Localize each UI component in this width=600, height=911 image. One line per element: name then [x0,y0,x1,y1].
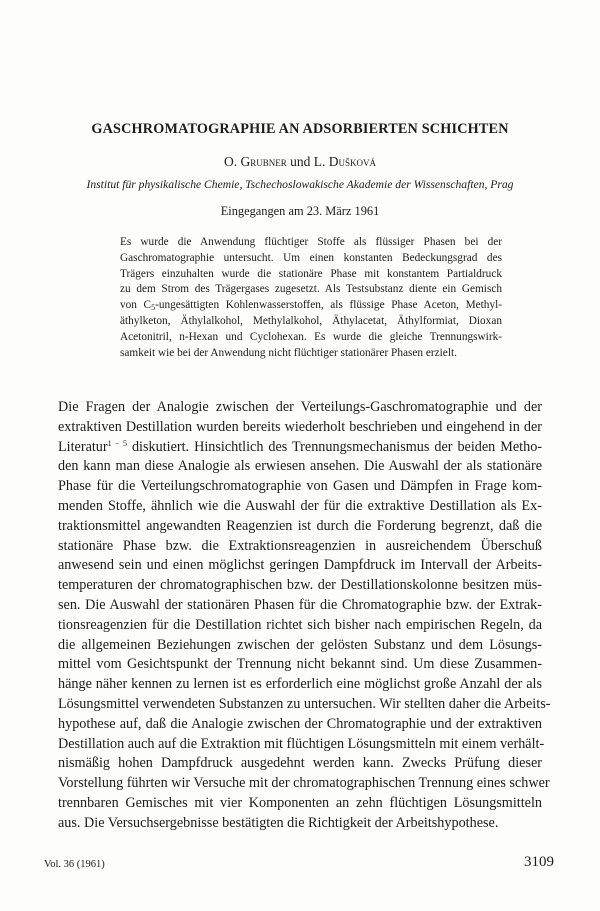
abstract-line-prefix: von C [120,299,152,312]
article-title: GASCHROMATOGRAPHIE AN ADSORBIERTEN SCHICHTEN [91,121,509,137]
body-line: Lösungsmittel verwendeten Substanzen zu untersuchen. Wir stellten daher die Arbeits- [58,695,551,712]
received-date: Eingegangen am 23. März 1961 [220,204,380,218]
abstract-line: äthylketon, Äthylalkohol, Methylalkohol, Äthylacetat, Äthylformiat, Dioxan [120,314,502,327]
abstract-line [120,298,502,314]
body-line-prefix: Literatur [58,438,108,455]
body-line: tionsreagenzien für die Destillation richtet sich bisher nach empirischen Regeln, da [58,616,542,633]
author-1: O. Grubner [223,154,287,169]
body-line: Vorstellung führten wir Versuche mit der chromatographischen Trennung eines schwer [58,775,550,792]
abstract-line: zu dem Strom des Trägergases zugesetzt. Als Testsubstanz diente ein Gemisch [120,283,502,296]
body-line: nismäßig hohen Dampfdruck ausgedehnt werden kann. Zwecks Prüfung dieser [58,755,542,772]
body-line: menden Stoffe, ähnlich wie die Auswahl der für die extraktive Destillation als Ex- [58,497,542,514]
abstract-line-rest: -ungesättigten Kohlenwasserstoffen, als flüssige Phase Aceton, Methyl- [155,299,502,312]
reference-citation[interactable]: 1 − 5 [107,438,127,448]
abstract-line: Gaschromatographie untersucht. Um einen konstanten Bedeckungsgrad des [120,251,502,264]
abstract [120,235,502,361]
body-line: traktionsmittel angewandten Reagenzien ist durch die Forderung begrenzt, daß die [58,517,542,534]
body-text [58,398,551,834]
body-line: anwesend sein und einen möglichst geringen Dampfdruck im Intervall der Arbeits- [58,557,542,574]
page-number: 3109 [524,854,554,870]
body-line: Die Fragen der Analogie zwischen der Verteilungs-Gaschromatographie und der [58,399,542,415]
body-line: extraktiven Destillation wurden bereits wiederholt beschrieben und eingehend in der [58,418,542,435]
abstract-line: Es wurde die Anwendung flüchtiger Stoffe als flüssiger Phasen bei der [120,236,502,248]
body-line: hypothese auf, daß die Analogie zwischen der Chromatographie und der extraktiven [58,715,542,732]
body-line: Phase für die Verteilungschromatographie von Gasen und Dämpfen in Frage kom- [58,478,542,495]
author-2: L. Dušková [313,154,376,169]
abstract-line: samkeit wie bei der Anwendung nicht flüchtiger stationärer Phasen erzielt. [120,346,457,359]
subscript: 5 [151,303,156,313]
body-line [58,438,542,458]
author-connector: und [290,154,311,169]
body-line: aus. Die Versuchsergebnisse bestätigten die Richtigkeit der Arbeitshypothese. [58,814,499,831]
body-line: temperaturen der chromatographischen bzw. der Destillationskolonne besitzen müs- [58,577,542,594]
body-line: stationäre Phase bzw. die Extraktionsreagenzien in ausreichendem Überschuß [58,537,542,554]
volume-info: Vol. 36 (1961) [44,859,105,870]
body-line: die allgemeinen Beziehungen zwischen der gelösten Substanz und dem Lösungs- [58,636,542,653]
abstract-line: Trägers einzuhalten wurde die stationäre Phase mit konstantem Partialdruck [120,267,502,280]
body-line: mittel vom Gesichtspunkt der Trennung nicht bekannt sind. Um diese Zusammen- [58,656,542,673]
body-line: trennbaren Gemisches mit vier Komponenten an zehn flüchtigen Lösungsmitteln [58,794,542,811]
authors [0,154,600,170]
abstract-line: Acetonitril, n-Hexan und Cyclohexan. Es wurde die gleiche Trennungswirk- [120,330,502,343]
body-line: den kann man diese Analogie als erwiesen ansehen. Die Auswahl der als stationäre [58,458,542,475]
body-line: sen. Die Auswahl der stationären Phasen für die Chromatographie bzw. der Extrak- [58,596,542,613]
affiliation: Institut für physikalische Chemie, Tschechoslowakische Akademie der Wissenschaften, Prag [86,178,514,191]
body-line-rest: diskutiert. Hinsichtlich des Trennungsmechanismus der beiden Metho- [127,438,543,455]
body-line: Destillation auch auf die Extraktion mit flüchtigen Lösungsmitteln mit einem verhält- [58,735,545,752]
body-line: hänge näher kennen zu lernen ist es erforderlich eine möglichst große Anzahl der als [58,676,542,693]
